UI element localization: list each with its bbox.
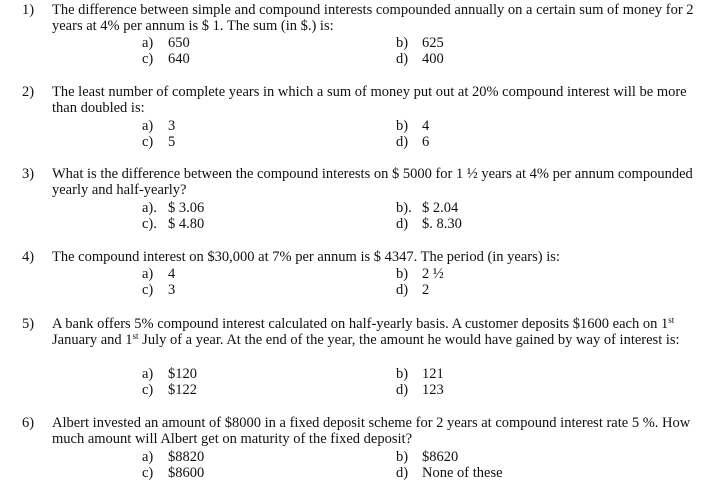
option-b: b) 4 — [396, 118, 430, 134]
question-number: 1) — [22, 2, 35, 18]
option-c: c). $ 4.80 — [142, 216, 205, 232]
option-c: c) $122 — [142, 382, 197, 398]
option-a: a) $120 — [142, 366, 197, 382]
option-c: c) 3 — [142, 282, 176, 298]
option-b: b) 2 ½ — [396, 266, 444, 282]
option-d: d) 2 — [396, 282, 430, 298]
question-text: The difference between simple and compound interests compounded annually on a certain sum of money for 2 years at 4% per annum is $ 1. The sum (in $.) is: — [52, 2, 694, 34]
question-text: What is the difference between the compound interests on $ 5000 for 1 ½ years at 4% per annum compounded yearly and half-yearly? — [52, 166, 693, 198]
option-b: b) $8620 — [396, 449, 459, 465]
options — [0, 200, 715, 232]
options — [0, 35, 715, 67]
options — [0, 118, 715, 150]
options — [0, 366, 715, 398]
question-number: 4) — [22, 249, 35, 265]
option-a: a) 3 — [142, 118, 176, 134]
option-b: b) 121 — [396, 366, 444, 382]
option-b: b). $ 2.04 — [396, 200, 459, 216]
question-text: The compound interest on $30,000 at 7% per annum is $ 4347. The period (in years) is: — [52, 249, 560, 265]
question-text: Albert invested an amount of $8000 in a fixed deposit scheme for 2 years at compound interest rate 5 %. How much amount will Albert get on maturity of the fixed deposit? — [52, 415, 691, 447]
option-c: c) $8600 — [142, 465, 205, 481]
option-a: a) $8820 — [142, 449, 205, 465]
question-number: 2) — [22, 84, 35, 100]
option-d: d) 123 — [396, 382, 444, 398]
options — [0, 266, 715, 298]
option-d: d) 400 — [396, 51, 444, 67]
question-text: A bank offers 5% compound interest calculated on half-yearly basis. A customer deposits $1600 each on 1st January and 1st July of a year. At the end of the year, the amount he would have gained by way of interest is: — [52, 315, 680, 348]
option-b: b) 625 — [396, 35, 444, 51]
option-c: c) 640 — [142, 51, 190, 67]
option-a: a). $ 3.06 — [142, 200, 205, 216]
option-d: d) $. 8.30 — [396, 216, 462, 232]
question-number: 3) — [22, 166, 35, 182]
option-d: d) 6 — [396, 134, 430, 150]
options — [0, 449, 715, 481]
option-c: c) 5 — [142, 134, 176, 150]
option-a: a) 650 — [142, 35, 190, 51]
option-a: a) 4 — [142, 266, 176, 282]
question-text: The least number of complete years in which a sum of money put out at 20% compound interest will be more than doubled is: — [52, 84, 687, 116]
option-d: d) None of these — [396, 465, 503, 481]
question-number: 5) — [22, 316, 35, 332]
question-number: 6) — [22, 415, 35, 431]
